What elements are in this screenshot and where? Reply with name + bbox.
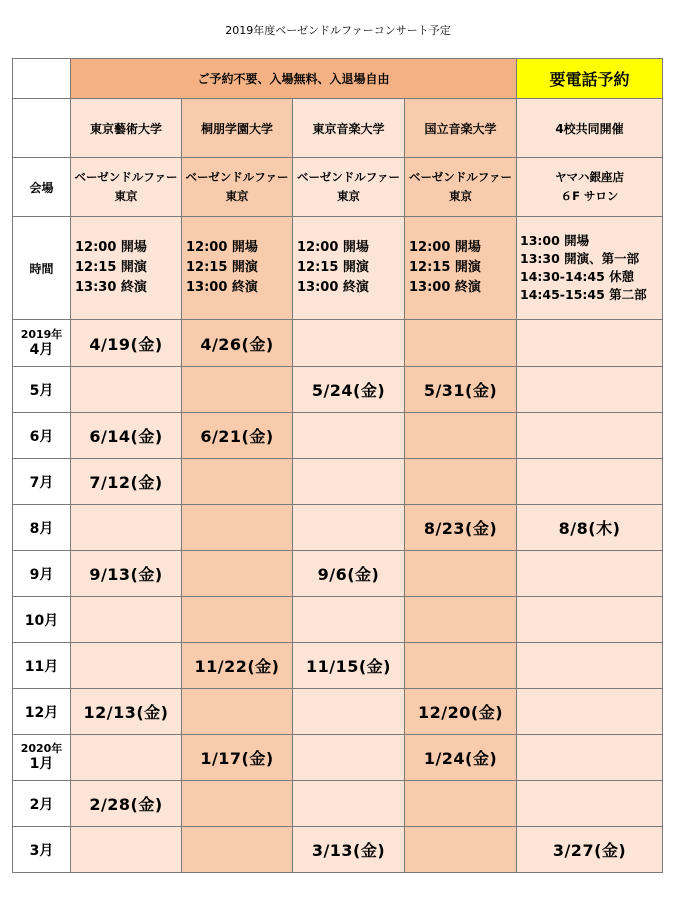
page-title: 2019年度ベーゼンドルファーコンサート予定	[225, 24, 451, 37]
concert-date-cell	[517, 367, 663, 413]
concert-date-cell	[182, 459, 293, 505]
time-line: 13:00 終演	[409, 280, 481, 295]
month-row	[13, 643, 663, 689]
time-cell-tokyo-ondai	[293, 217, 405, 320]
month-row	[13, 781, 663, 827]
month-label	[13, 320, 71, 367]
concert-date-cell: 8/8(木)	[517, 505, 663, 551]
venue-line1: ベーゼンドルファー	[185, 170, 289, 184]
month-row	[13, 459, 663, 505]
concert-date-cell	[517, 413, 663, 459]
month-row	[13, 367, 663, 413]
concert-date-cell	[71, 597, 182, 643]
venue-line2: 東京	[225, 189, 249, 203]
joint-venue-cell	[517, 158, 663, 217]
month-label: 9月	[13, 551, 71, 597]
time-row	[13, 217, 663, 320]
col-header-toho: 桐朋学園大学	[182, 99, 293, 158]
month-label: 10月	[13, 597, 71, 643]
reservation-required-header: 要電話予約	[517, 59, 663, 99]
venue-cell	[182, 158, 293, 217]
free-admission-header: ご予約不要、入場無料、入退場自由	[71, 59, 517, 99]
concert-date-cell	[517, 551, 663, 597]
concert-date-cell	[405, 551, 517, 597]
venue-row	[13, 158, 663, 217]
concert-date-cell	[293, 735, 405, 781]
concert-date-cell	[517, 735, 663, 781]
time-line: 13:30 終演	[75, 280, 147, 295]
concert-date-cell	[293, 597, 405, 643]
concert-date-cell	[405, 320, 517, 367]
concert-date-cell: 12/13(金)	[71, 689, 182, 735]
concert-date-cell: 7/12(金)	[71, 459, 182, 505]
concert-date-cell: 9/6(金)	[293, 551, 405, 597]
col-header-tokyo-ondai: 東京音楽大学	[293, 99, 405, 158]
concert-date-cell	[293, 781, 405, 827]
concert-date-cell	[71, 735, 182, 781]
concert-date-cell: 2/28(金)	[71, 781, 182, 827]
header-row	[13, 59, 663, 99]
month-label: 8月	[13, 505, 71, 551]
venue-cell	[405, 158, 517, 217]
concert-date-cell: 11/22(金)	[182, 643, 293, 689]
month-row	[13, 827, 663, 873]
concert-date-cell: 5/31(金)	[405, 367, 517, 413]
month-name: 1月	[29, 756, 54, 772]
month-row	[13, 413, 663, 459]
concert-date-cell	[405, 827, 517, 873]
concert-date-cell: 9/13(金)	[71, 551, 182, 597]
time-cell-joint	[517, 217, 663, 320]
venue-label: 会場	[13, 158, 71, 217]
university-row	[13, 99, 663, 158]
concert-date-cell: 5/24(金)	[293, 367, 405, 413]
concert-date-cell: 4/26(金)	[182, 320, 293, 367]
month-row	[13, 735, 663, 781]
venue-line1: ベーゼンドルファー	[296, 170, 401, 184]
concert-date-cell	[293, 413, 405, 459]
month-row	[13, 689, 663, 735]
concert-date-cell	[293, 689, 405, 735]
venue-line1: ベーゼンドルファー	[408, 170, 513, 184]
concert-date-cell: 6/21(金)	[182, 413, 293, 459]
time-line: 12:15 開演	[297, 260, 369, 275]
time-line: 14:45-15:45 第二部	[520, 287, 647, 302]
month-row	[13, 597, 663, 643]
concert-date-cell	[517, 597, 663, 643]
concert-date-cell	[182, 827, 293, 873]
concert-date-cell	[71, 643, 182, 689]
concert-date-cell	[182, 551, 293, 597]
time-line: 12:15 開演	[186, 260, 258, 275]
venue-cell	[71, 158, 182, 217]
venue-cell	[293, 158, 405, 217]
concert-date-cell	[71, 367, 182, 413]
time-line: 13:30 開演、第一部	[520, 251, 640, 266]
concert-date-cell: 12/20(金)	[405, 689, 517, 735]
concert-date-cell	[517, 781, 663, 827]
month-label: 3月	[13, 827, 71, 873]
concert-date-cell: 6/14(金)	[71, 413, 182, 459]
year-label: 2020年	[20, 742, 63, 755]
month-row	[13, 320, 663, 367]
concert-date-cell: 1/24(金)	[405, 735, 517, 781]
time-line: 12:15 開演	[75, 260, 147, 275]
time-cell-kunitachi	[405, 217, 517, 320]
month-label: 11月	[13, 643, 71, 689]
time-line: 12:00 開場	[75, 240, 147, 255]
concert-date-cell	[182, 597, 293, 643]
joint-venue-line1: ヤマハ銀座店	[555, 170, 624, 184]
concert-date-cell	[405, 459, 517, 505]
time-cell-toho	[182, 217, 293, 320]
venue-line2: 東京	[114, 189, 138, 203]
venue-line2: 東京	[337, 189, 360, 203]
concert-date-cell	[182, 367, 293, 413]
concert-date-cell	[517, 689, 663, 735]
month-row	[13, 551, 663, 597]
concert-date-cell: 3/13(金)	[293, 827, 405, 873]
col-header-joint: 4校共同開催	[517, 99, 663, 158]
concert-date-cell	[405, 781, 517, 827]
time-line: 12:00 開場	[186, 240, 258, 255]
col-header-kunitachi: 国立音楽大学	[405, 99, 517, 158]
concert-date-cell	[517, 459, 663, 505]
concert-date-cell	[71, 827, 182, 873]
month-label: 6月	[13, 413, 71, 459]
concert-date-cell: 11/15(金)	[293, 643, 405, 689]
concert-date-cell	[293, 320, 405, 367]
concert-date-cell	[293, 505, 405, 551]
month-label: 2月	[13, 781, 71, 827]
year-label: 2019年	[20, 327, 63, 341]
concert-schedule-table	[12, 58, 663, 873]
month-label	[13, 735, 71, 781]
time-line: 13:00 開場	[520, 233, 590, 248]
university-corner-cell	[13, 99, 71, 158]
concert-date-cell	[405, 413, 517, 459]
joint-venue-line2: ６F サロン	[560, 189, 619, 203]
month-label: 12月	[13, 689, 71, 735]
concert-date-cell	[517, 643, 663, 689]
corner-cell	[13, 59, 71, 99]
time-label: 時間	[13, 217, 71, 320]
time-line: 14:30-14:45 休憩	[520, 269, 635, 284]
concert-date-cell: 8/23(金)	[405, 505, 517, 551]
concert-date-cell	[405, 643, 517, 689]
venue-line2: 東京	[449, 189, 472, 203]
time-line: 13:00 終演	[297, 280, 369, 295]
concert-date-cell: 1/17(金)	[182, 735, 293, 781]
concert-date-cell	[517, 320, 663, 367]
month-label: 5月	[13, 367, 71, 413]
concert-date-cell	[293, 459, 405, 505]
concert-date-cell: 3/27(金)	[517, 827, 663, 873]
time-line: 12:00 開場	[297, 240, 369, 255]
concert-date-cell	[182, 689, 293, 735]
time-line: 12:00 開場	[409, 240, 481, 255]
time-cell-geidai	[71, 217, 182, 320]
concert-date-cell	[182, 781, 293, 827]
month-name: 4月	[29, 341, 54, 358]
time-line: 13:00 終演	[186, 280, 258, 295]
month-row	[13, 505, 663, 551]
concert-date-cell	[182, 505, 293, 551]
concert-date-cell	[71, 505, 182, 551]
col-header-geidai: 東京藝術大学	[71, 99, 182, 158]
concert-date-cell: 4/19(金)	[71, 320, 182, 367]
venue-line1: ベーゼンドルファー	[74, 170, 178, 184]
concert-date-cell	[405, 597, 517, 643]
month-label: 7月	[13, 459, 71, 505]
time-line: 12:15 開演	[409, 260, 481, 275]
